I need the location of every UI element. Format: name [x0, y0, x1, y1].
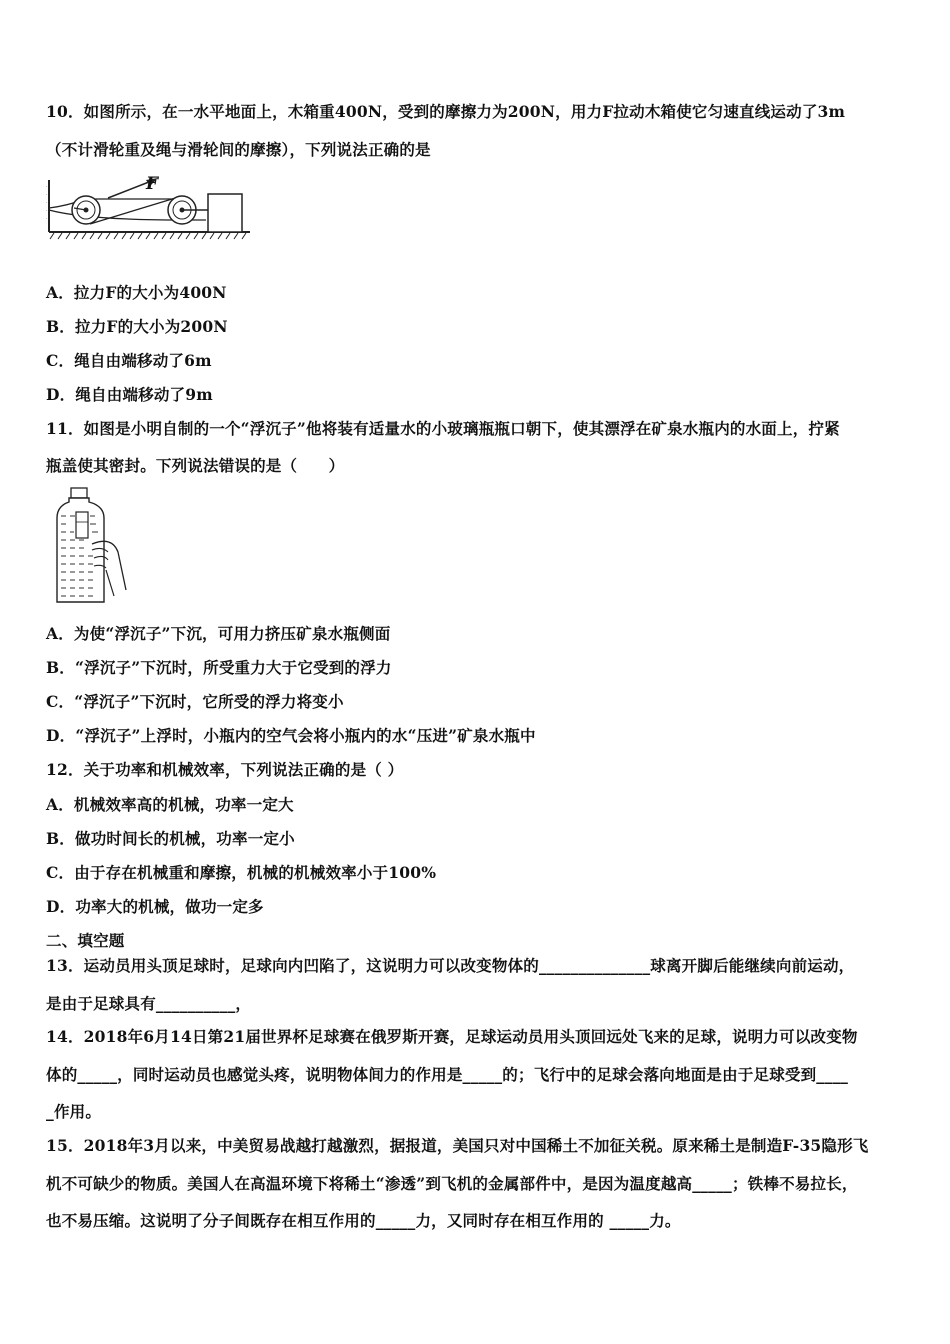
q14-line3: _作用。	[46, 1102, 102, 1121]
cartesian-diver-figure	[52, 486, 132, 608]
q11-stem-line1: 11．如图是小明自制的一个“浮沉子”他将装有适量水的小玻璃瓶瓶口朝下，使其漂浮在矿泉水瓶内的水面上，拧紧	[46, 419, 840, 438]
q11-option-a: A．为使“浮沉子”下沉，可用力挤压矿泉水瓶侧面	[46, 624, 391, 643]
q13-line2: 是由于足球具有__________，	[46, 994, 252, 1013]
q10-option-b: B．拉力F的大小为200N	[46, 317, 228, 336]
q14-line1: 14．2018年6月14日第21届世界杯足球赛在俄罗斯开赛，足球运动员用头顶回远处飞来的足球，说明力可以改变物	[46, 1027, 858, 1046]
q12-option-d: D．功率大的机械，做功一定多	[46, 897, 264, 916]
q11-option-d: D．“浮沉子”上浮时，小瓶内的空气会将小瓶内的水“压进”矿泉水瓶中	[46, 726, 536, 745]
force-label: F	[146, 174, 159, 194]
q11-option-b: B．“浮沉子”下沉时，所受重力大于它受到的浮力	[46, 658, 392, 677]
q10-option-a: A．拉力F的大小为400N	[46, 283, 227, 302]
q11-stem-line2: 瓶盖使其密封。下列说法错误的是（ ）	[46, 456, 345, 475]
q12-option-a: A．机械效率高的机械，功率一定大	[46, 795, 294, 814]
q10-option-c: C．绳自由端移动了6m	[46, 351, 212, 370]
pulley-figure	[46, 172, 256, 244]
q15-line3: 也不易压缩。这说明了分子间既存在相互作用的_____力，又同时存在相互作用的 _____力。	[46, 1211, 681, 1230]
q12-option-b: B．做功时间长的机械，功率一定小	[46, 829, 295, 848]
q13-line1: 13．运动员用头顶足球时，足球向内凹陷了，这说明力可以改变物体的______________球离开脚后能继续向前运动，	[46, 956, 855, 975]
q10-stem-line2: （不计滑轮重及绳与滑轮间的摩擦），下列说法正确的是	[46, 140, 431, 159]
q10-option-d: D．绳自由端移动了9m	[46, 385, 213, 404]
section-heading: 二、填空题	[46, 931, 125, 950]
q15-line1: 15．2018年3月以来，中美贸易战越打越激烈，据报道，美国只对中国稀土不加征关税。原来稀土是制造F-35隐形飞	[46, 1136, 869, 1155]
q12-stem: 12．关于功率和机械效率，下列说法正确的是（ ）	[46, 760, 404, 779]
q15-line2: 机不可缺少的物质。美国人在高温环境下将稀土“渗透”到飞机的金属部件中，是因为温度越高_____；铁棒不易拉长，	[46, 1174, 858, 1193]
q10-stem-line1: 10．如图所示，在一水平地面上，木箱重400N，受到的摩擦力为200N，用力F拉动木箱使它匀速直线运动了3m	[46, 102, 846, 121]
q14-line2: 体的_____，同时运动员也感觉头疼，说明物体间力的作用是_____的；飞行中的足球会落向地面是由于足球受到____	[46, 1065, 849, 1084]
q12-option-c: C．由于存在机械重和摩擦，机械的机械效率小于100%	[46, 863, 437, 882]
q11-option-c: C．“浮沉子”下沉时，它所受的浮力将变小	[46, 692, 344, 711]
